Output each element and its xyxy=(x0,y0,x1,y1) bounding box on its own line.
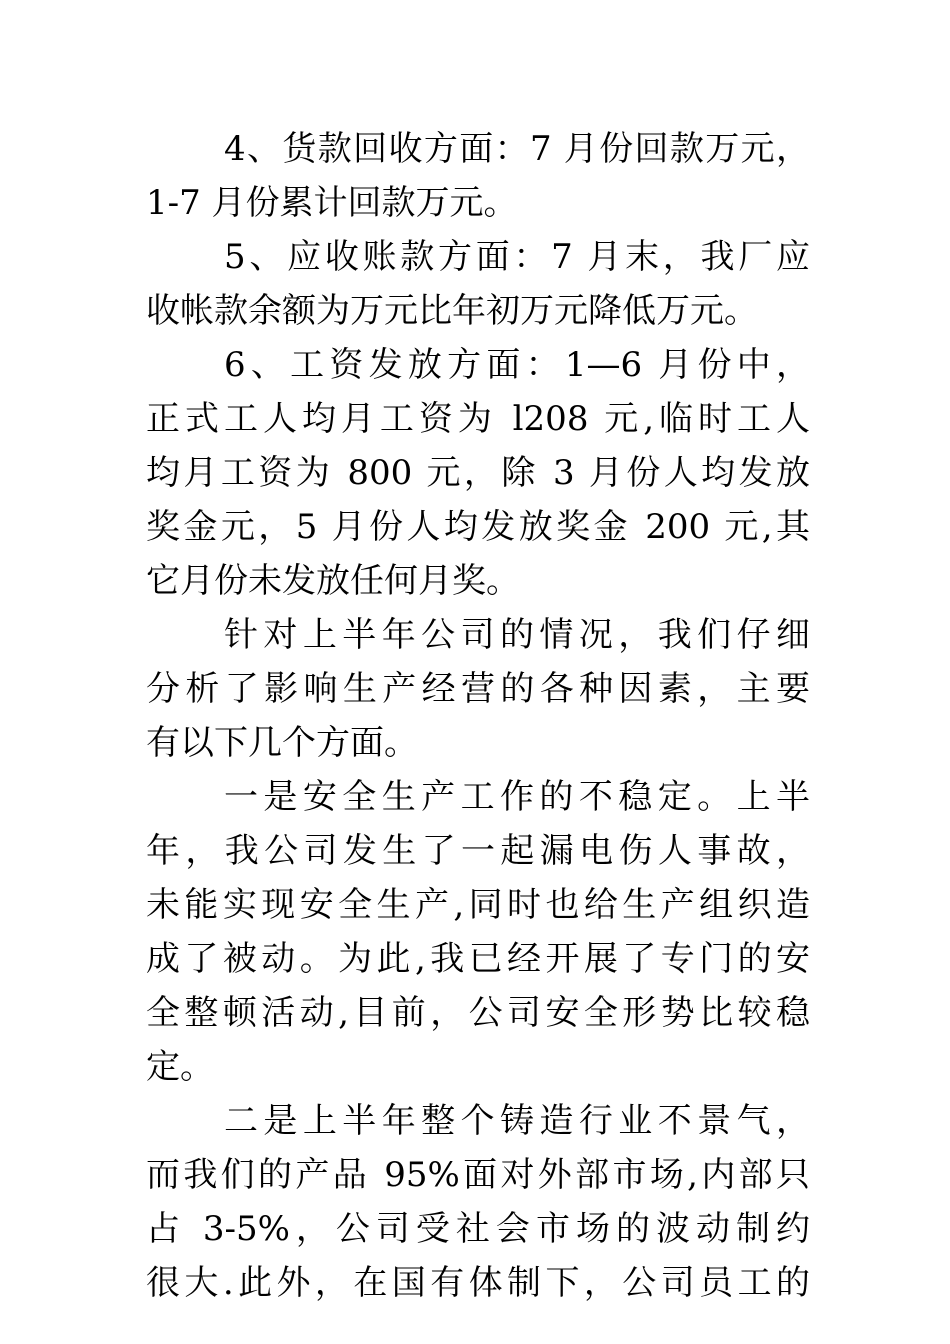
text-line: 而我们的产品 95%面对外部市场,内部只 xyxy=(146,1155,810,1195)
text-line: 5、应收账款方面：7 月末，我厂应 xyxy=(224,237,810,277)
paragraph-analysis-intro xyxy=(146,608,810,770)
text-line: 年，我公司发生了一起漏电伤人事故， xyxy=(146,831,810,871)
text-line: 二是上半年整个铸造行业不景气， xyxy=(224,1101,810,1141)
text-line: 6、工资发放方面：1—6 月份中， xyxy=(224,345,810,385)
text-line: 针对上半年公司的情况，我们仔细 xyxy=(224,615,810,655)
text-line: 很大.此外，在国有体制下，公司员工的 xyxy=(146,1263,810,1303)
text-line: 成了被动。为此,我已经开展了专门的安 xyxy=(146,939,810,979)
text-line: 有以下几个方面。 xyxy=(146,723,418,763)
text-line: 4、货款回收方面：7 月份回款万元， xyxy=(224,129,810,169)
text-line: 占 3-5%，公司受社会市场的波动制约 xyxy=(146,1209,810,1249)
text-line: 它月份未发放任何月奖。 xyxy=(146,561,520,601)
text-line: 全整顿活动,目前，公司安全形势比较稳 xyxy=(146,993,810,1033)
text-line: 一是安全生产工作的不稳定。上半 xyxy=(224,777,810,817)
paragraph-industry-downturn xyxy=(146,1094,810,1310)
text-line: 定。 xyxy=(146,1047,214,1087)
text-line: 分析了影响生产经营的各种因素，主要 xyxy=(146,669,810,709)
text-line: 正式工人均月工资为 l208 元,临时工人 xyxy=(146,399,810,439)
text-line: 1-7 月份累计回款万元。 xyxy=(146,183,518,223)
text-line: 未能实现安全生产,同时也给生产组织造 xyxy=(146,885,810,925)
text-line: 均月工资为 800 元，除 3 月份人均发放 xyxy=(146,453,810,493)
text-line: 收帐款余额为万元比年初万元降低万元。 xyxy=(146,291,758,331)
paragraph-payment-collection xyxy=(146,122,810,230)
paragraph-wage-payment xyxy=(146,338,810,608)
paragraph-accounts-receivable xyxy=(146,230,810,338)
text-line: 奖金元，5 月份人均发放奖金 200 元,其 xyxy=(146,507,810,547)
paragraph-safety-production xyxy=(146,770,810,1094)
document-body xyxy=(146,122,810,1310)
